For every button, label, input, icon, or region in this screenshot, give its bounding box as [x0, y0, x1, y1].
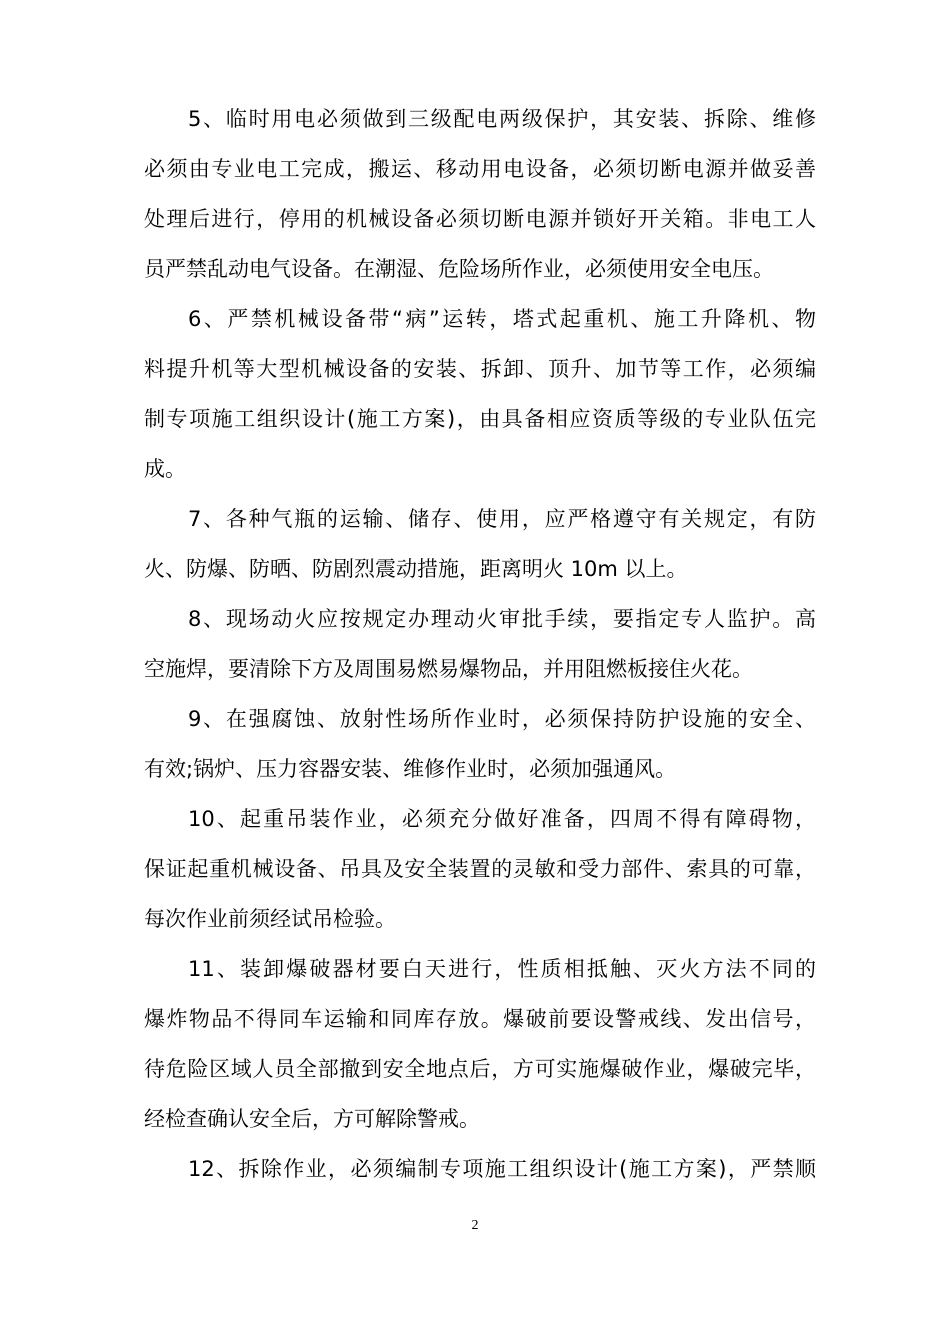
paragraph-5-line-2: 必须由专业电工完成，搬运、移动用电设备，必须切断电源并做妥善: [144, 157, 816, 181]
paragraph-6-line-2: 料提升机等大型机械设备的安装、拆卸、顶升、加节等工作，必须编: [144, 357, 816, 381]
page-number: 2: [471, 1218, 479, 1233]
paragraph-7-line-2: 火、防爆、防晒、防剧烈震动措施，距离明火 10m 以上。: [144, 557, 688, 581]
paragraph-11-line-4: 经检查确认安全后，方可解除警戒。: [144, 1107, 480, 1131]
paragraph-8-line-2: 空施焊，要清除下方及周围易燃易爆物品，并用阻燃板接住火花。: [144, 657, 753, 681]
document-body: [144, 94, 816, 1194]
paragraph-10-line-1: 10、起重吊装作业，必须充分做好准备，四周不得有障碍物，: [188, 807, 816, 831]
paragraph-11-line-3: 待危险区域人员全部撤到安全地点后，方可实施爆破作业，爆破完毕，: [144, 1057, 816, 1081]
paragraph-5-line-3: 处理后进行，停用的机械设备必须切断电源并锁好开关箱。非电工人: [144, 207, 816, 231]
paragraph-12-line-1: 12、拆除作业，必须编制专项施工组织设计(施工方案)，严禁顺: [188, 1157, 816, 1181]
paragraph-5-line-4: 员严禁乱动电气设备。在潮湿、危险场所作业，必须使用安全电压。: [144, 257, 774, 281]
paragraph-9-line-2: 有效;锅炉、压力容器安装、维修作业时，必须加强通风。: [144, 757, 677, 781]
paragraph-9-line-1: 9、在强腐蚀、放射性场所作业时，必须保持防护设施的安全、: [188, 707, 816, 731]
paragraph-6-line-1: 6、严禁机械设备带“病”运转，塔式起重机、施工升降机、物: [188, 307, 816, 331]
paragraph-10-line-3: 每次作业前须经试吊检验。: [144, 907, 396, 931]
paragraph-11-line-1: 11、装卸爆破器材要白天进行，性质相抵触、灭火方法不同的: [188, 957, 816, 981]
paragraph-10-line-2: 保证起重机械设备、吊具及安全装置的灵敏和受力部件、索具的可靠，: [144, 857, 816, 881]
paragraph-6-line-3: 制专项施工组织设计(施工方案)，由具备相应资质等级的专业队伍完: [144, 407, 816, 431]
paragraph-7-line-1: 7、各种气瓶的运输、储存、使用，应严格遵守有关规定，有防: [188, 507, 816, 531]
paragraph-6-line-4: 成。: [144, 457, 186, 481]
paragraph-11-line-2: 爆炸物品不得同车运输和同库存放。爆破前要设警戒线、发出信号，: [144, 1007, 816, 1031]
paragraph-8-line-1: 8、现场动火应按规定办理动火审批手续，要指定专人监护。高: [188, 607, 816, 631]
paragraph-5-line-1: 5、临时用电必须做到三级配电两级保护，其安装、拆除、维修: [188, 107, 816, 131]
